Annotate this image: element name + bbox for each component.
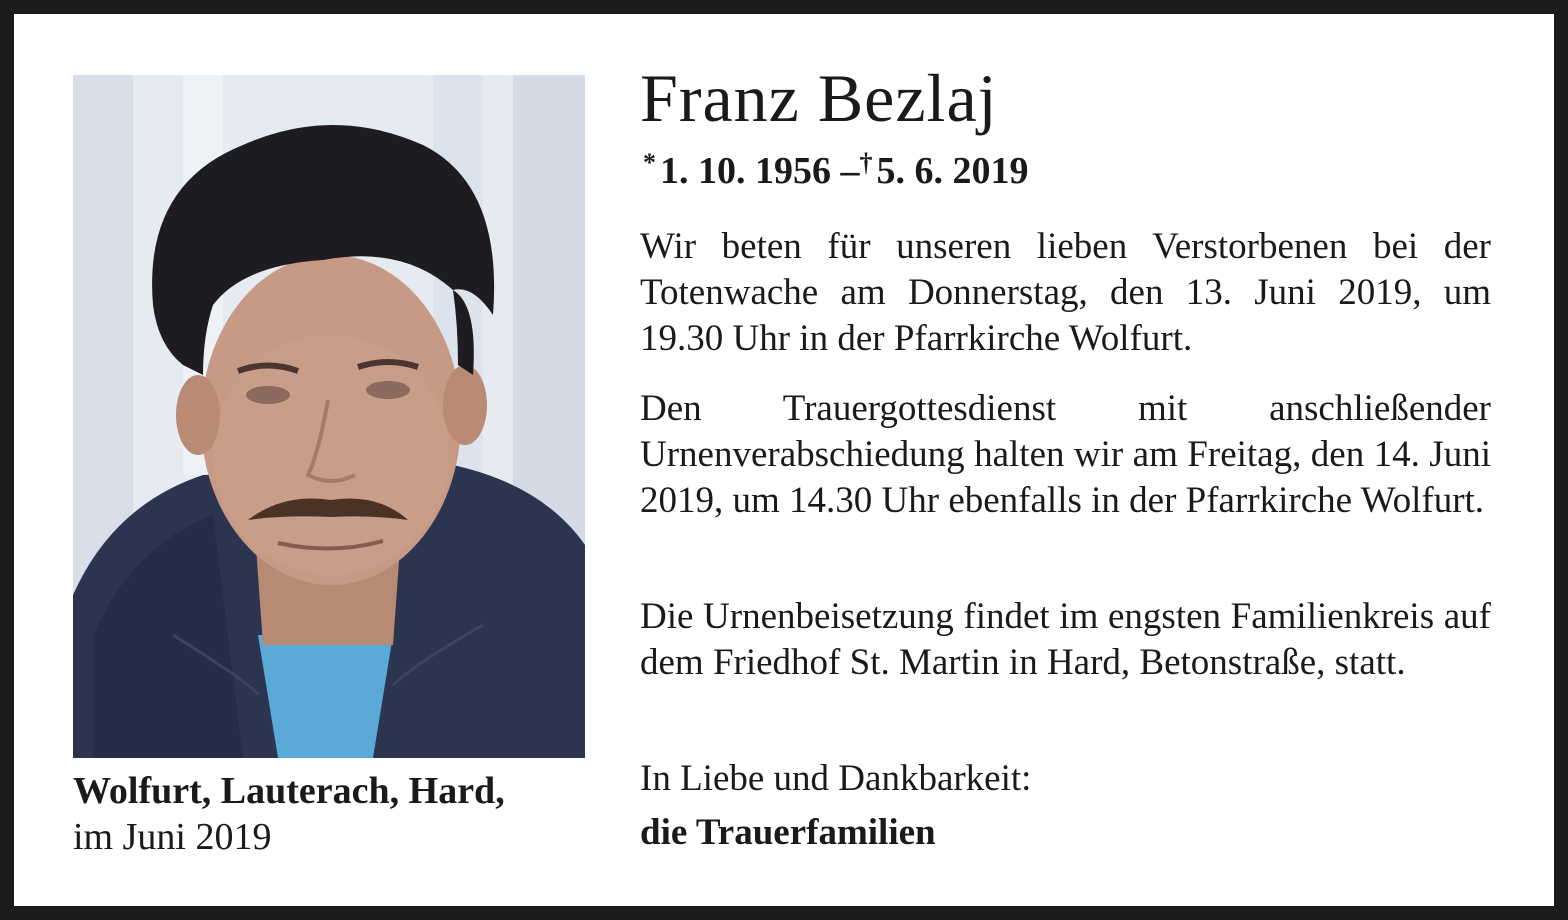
date-dash: – [840,150,860,192]
birth-symbol: * [643,148,656,177]
wake-paragraph: Wir beten für unseren lieben Verstorbenen bei der Totenwache am Donnerstag, den 13. Juni 2019, um 19.30 Uhr in der Pfarrkirche Wolfurt. [640,226,1491,359]
portrait-photo [73,75,585,758]
birth-date: 1. 10. 1956 [660,150,831,192]
place-date: im Juni 2019 [73,816,272,858]
closing-line: In Liebe und Dankbarkeit: [640,758,1032,799]
place-names: Wolfurt, Lauterach, Hard, [73,770,505,812]
place-caption [73,768,593,860]
deceased-name: Franz Bezlaj [640,60,998,136]
death-symbol: † [859,148,873,177]
funeral-paragraph: Den Trauergottesdienst mit anschließender Urnenverabschiedung halten wir am Freitag, den 14. Juni 2019, um 14.30 Uhr ebenfalls in der Pfarrkirche Wolfurt. [640,388,1491,521]
signature: die Trauerfamilien [640,812,936,853]
burial-paragraph: Die Urnenbeisetzung findet im engsten Familienkreis auf dem Friedhof St. Martin in Hard, Betonstraße, statt. [640,596,1491,683]
death-date: 5. 6. 2019 [876,150,1029,192]
life-dates [643,140,1029,194]
